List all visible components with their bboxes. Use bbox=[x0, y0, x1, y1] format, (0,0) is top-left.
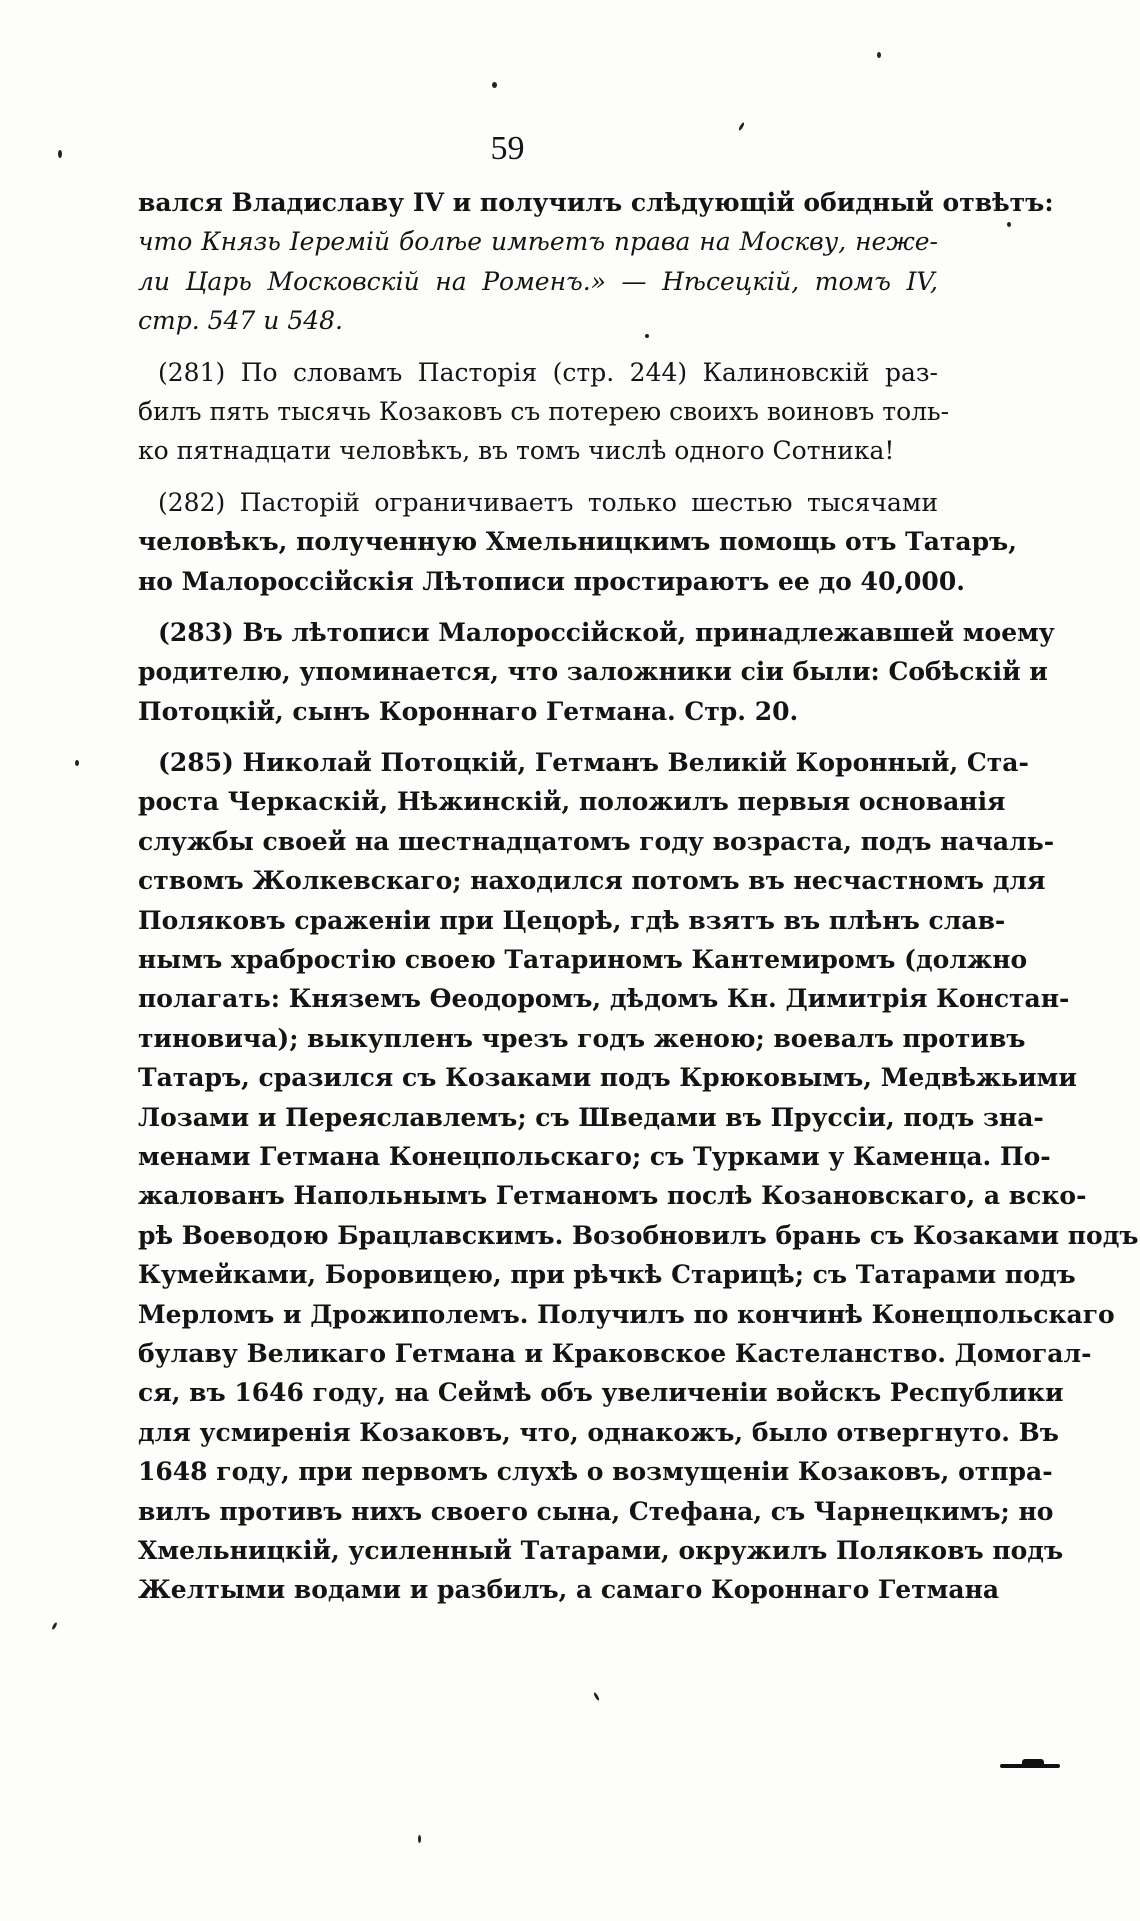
page-edge-mark bbox=[1000, 1764, 1060, 1768]
paragraph-continuation bbox=[138, 183, 1054, 341]
text-line: но Малороссійскія Лѣтописи простираютъ ее до 40,000. bbox=[138, 566, 965, 596]
text-line: (283) Въ лѣтописи Малороссійской, принадлежавшей моему bbox=[158, 617, 1055, 647]
text-line: менами Гетмана Конецпольскаго; съ Турками у Каменца. По- bbox=[138, 1141, 1051, 1171]
text-line: ствомъ Жолкевскаго; находился потомъ въ несчастномъ для bbox=[138, 866, 1046, 896]
text-line: ся, въ 1646 году, на Сеймѣ объ увеличеніи войскъ Республики bbox=[138, 1378, 1064, 1408]
text-line: жалованъ Напольнымъ Гетманомъ послѣ Козановскаго, а вско- bbox=[138, 1181, 1087, 1211]
note-281 bbox=[138, 353, 950, 471]
text-line: стр. 547 и 548. bbox=[138, 306, 343, 336]
text-line: родителю, упоминается, что заложники сіи были: Собѣскій и bbox=[138, 657, 1048, 687]
text-line: Потоцкій, сынъ Короннаго Гетмана. Стр. 20. bbox=[138, 696, 799, 726]
scan-speck bbox=[645, 334, 649, 338]
text-line: (285) Николай Потоцкій, Гетманъ Великій Коронный, Ста- bbox=[158, 748, 1029, 778]
text-line: полагать: Княземъ Ѳеодоромъ, дѣдомъ Кн. Димитрія Констан- bbox=[138, 984, 1070, 1014]
scan-speck bbox=[593, 1692, 600, 1701]
page-number: 59 bbox=[490, 130, 525, 167]
text-line: вилъ противъ нихъ своего сына, Стефана, съ Чарнецкимъ; но bbox=[138, 1496, 1054, 1526]
scan-speck bbox=[75, 760, 79, 766]
text-line: человѣкъ, полученную Хмельницкимъ помощь отъ Татаръ, bbox=[138, 527, 1017, 557]
scan-speck bbox=[58, 150, 62, 158]
text-line: Поляковъ сраженіи при Цецорѣ, гдѣ взятъ въ плѣнъ слав- bbox=[138, 905, 1006, 935]
text-line: ли Царь Московскій на Роменъ.» — Нѣсецкій, томъ IV, bbox=[138, 266, 938, 296]
text-line: Хмельницкій, усиленный Татарами, окружилъ Поляковъ подъ bbox=[138, 1535, 1064, 1565]
scan-speck bbox=[492, 82, 497, 88]
text-line: нымъ храбростію своею Татариномъ Кантемиромъ (должно bbox=[138, 945, 1028, 975]
text-body bbox=[138, 183, 1139, 1610]
scan-speck bbox=[1007, 222, 1011, 227]
text-line: (282) Пасторій ограничиваетъ только шестью тысячами bbox=[158, 487, 938, 517]
scan-speck bbox=[51, 1622, 58, 1630]
note-285 bbox=[138, 743, 1139, 1610]
text-line: тиновича); выкупленъ чрезъ годъ женою; воевалъ противъ bbox=[138, 1023, 1026, 1053]
page-edge-mark bbox=[1022, 1759, 1044, 1764]
text-line: вался Владиславу IV и получилъ слѣдующій обидный отвѣтъ: bbox=[138, 188, 1054, 217]
text-line: для усмиренія Козаковъ, что, однакожъ, было отвергнуто. Въ bbox=[138, 1417, 1059, 1447]
text-line: Татаръ, сразился съ Козаками подъ Крюковымъ, Медвѣжьими bbox=[138, 1063, 1077, 1093]
note-282 bbox=[138, 483, 1017, 601]
note-283 bbox=[138, 613, 1055, 731]
text-line: булаву Великаго Гетмана и Краковское Кастеланство. Домогал- bbox=[138, 1338, 1092, 1368]
text-line: ко пятнадцати человѣкъ, въ томъ числѣ одного Сотника! bbox=[138, 436, 895, 466]
text-line: Мерломъ и Дрожиполемъ. Получилъ по кончинѣ Конецпольскаго bbox=[138, 1299, 1115, 1329]
scan-speck bbox=[877, 52, 881, 58]
text-line: Желтыми водами и разбилъ, а самаго Короннаго Гетмана bbox=[138, 1575, 1000, 1605]
text-line: рѣ Воеводою Брацлавскимъ. Возобновилъ брань съ Козаками подъ bbox=[138, 1220, 1139, 1250]
text-line: роста Черкаскій, Нѣжинскій, положилъ первыя основанія bbox=[138, 787, 1006, 817]
text-line: Кумейками, Боровицею, при рѣчкѣ Старицѣ; съ Татарами подъ bbox=[138, 1260, 1076, 1290]
text-line: службы своей на шестнадцатомъ году возраста, подъ началь- bbox=[138, 826, 1055, 856]
text-line: 1648 году, при первомъ слухѣ о возмущеніи Козаковъ, отпра- bbox=[138, 1457, 1053, 1487]
text-line: (281) По словамъ Пасторія (стр. 244) Калиновскій раз- bbox=[158, 357, 938, 387]
text-line: Лозами и Переяславлемъ; съ Шведами въ Пруссіи, подъ зна- bbox=[138, 1102, 1044, 1132]
text-line: что Князь Іеремій болѣе имѣетъ права на Москву, неже- bbox=[138, 227, 938, 257]
text-line: билъ пять тысячь Козаковъ съ потерею своихъ воиновъ толь- bbox=[138, 396, 950, 426]
scan-speck bbox=[418, 1835, 421, 1843]
